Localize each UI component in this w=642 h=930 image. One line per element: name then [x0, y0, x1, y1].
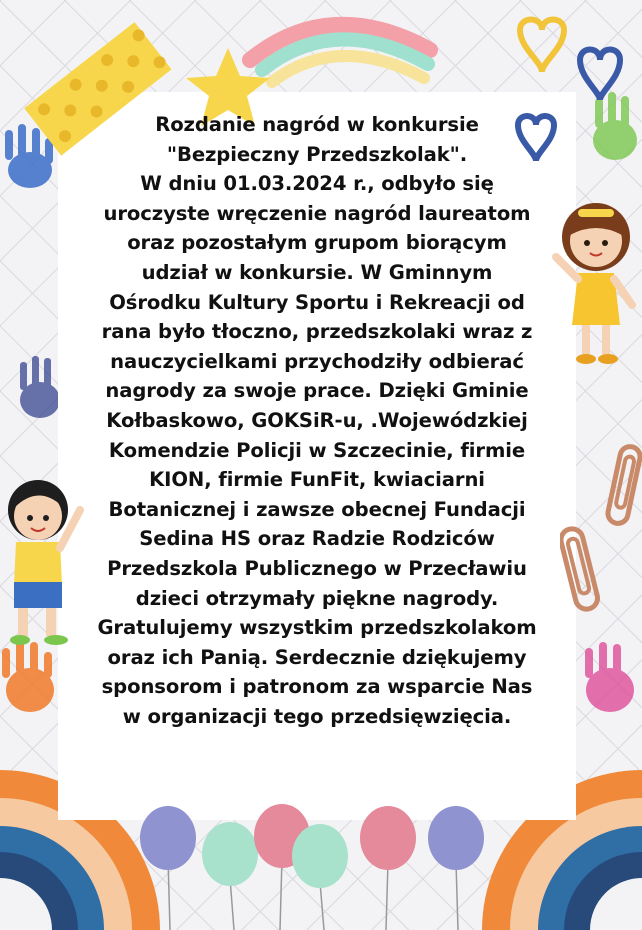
- post-line: rana było tłoczno, przedszkolaki wraz z: [101, 320, 533, 344]
- post-line: Botanicznej i zawsze obecnej Fundacji: [108, 497, 526, 521]
- balloon-icon: [202, 822, 258, 930]
- post-line: W dniu 01.03.2024 r., odbyło się: [140, 172, 494, 196]
- balloons: [130, 800, 500, 930]
- post-text: [60, 110, 574, 731]
- post-line: Przedszkola Publicznego w Przecławiu: [107, 556, 527, 580]
- post-line: Komendzie Policji w Szczecinie, firmie: [108, 438, 526, 462]
- post-line: nagrody za swoje prace. Dzięki Gminie: [105, 379, 529, 403]
- heart-icon: [520, 20, 564, 73]
- post-line: oraz pozostałym grupom biorącym: [127, 231, 507, 255]
- balloon-icon: [428, 806, 484, 930]
- post-line: KION, firmie FunFit, kwiaciarni: [149, 468, 485, 492]
- post-line: w organizacji tego przedsięwzięcia.: [122, 704, 512, 728]
- post-line: "Bezpieczny Przedszkolak".: [166, 142, 468, 166]
- balloon-icon: [140, 806, 196, 930]
- post-line: oraz ich Panią. Serdecznie dziękujemy: [107, 645, 527, 669]
- rainbow-icon: [250, 25, 430, 82]
- post-line: Gratulujemy wszystkim przedszkolakom: [97, 616, 537, 640]
- heart-icon: [580, 50, 620, 101]
- post-line: Rozdanie nagród w konkursie: [155, 113, 479, 136]
- post-line: udział w konkursie. W Gminnym: [141, 260, 493, 284]
- post-line: Kołbaskowo, GOKSiR-u, .Wojewódzkiej: [106, 408, 528, 432]
- post-line: Sedina HS oraz Radzie Rodziców: [139, 527, 495, 551]
- post-line: Ośrodku Kultury Sportu i Rekreacji od: [109, 290, 525, 314]
- post-line: nauczycielkami przychodziły odbierać: [110, 349, 524, 373]
- post-line: sponsorom i patronom za wsparcie Nas: [101, 675, 533, 699]
- balloon-icon: [360, 806, 416, 930]
- balloon-icon: [292, 824, 348, 930]
- post-line: dzieci otrzymały piękne nagrody.: [135, 586, 499, 610]
- post-line: uroczyste wręczenie nagród laureatom: [103, 201, 531, 225]
